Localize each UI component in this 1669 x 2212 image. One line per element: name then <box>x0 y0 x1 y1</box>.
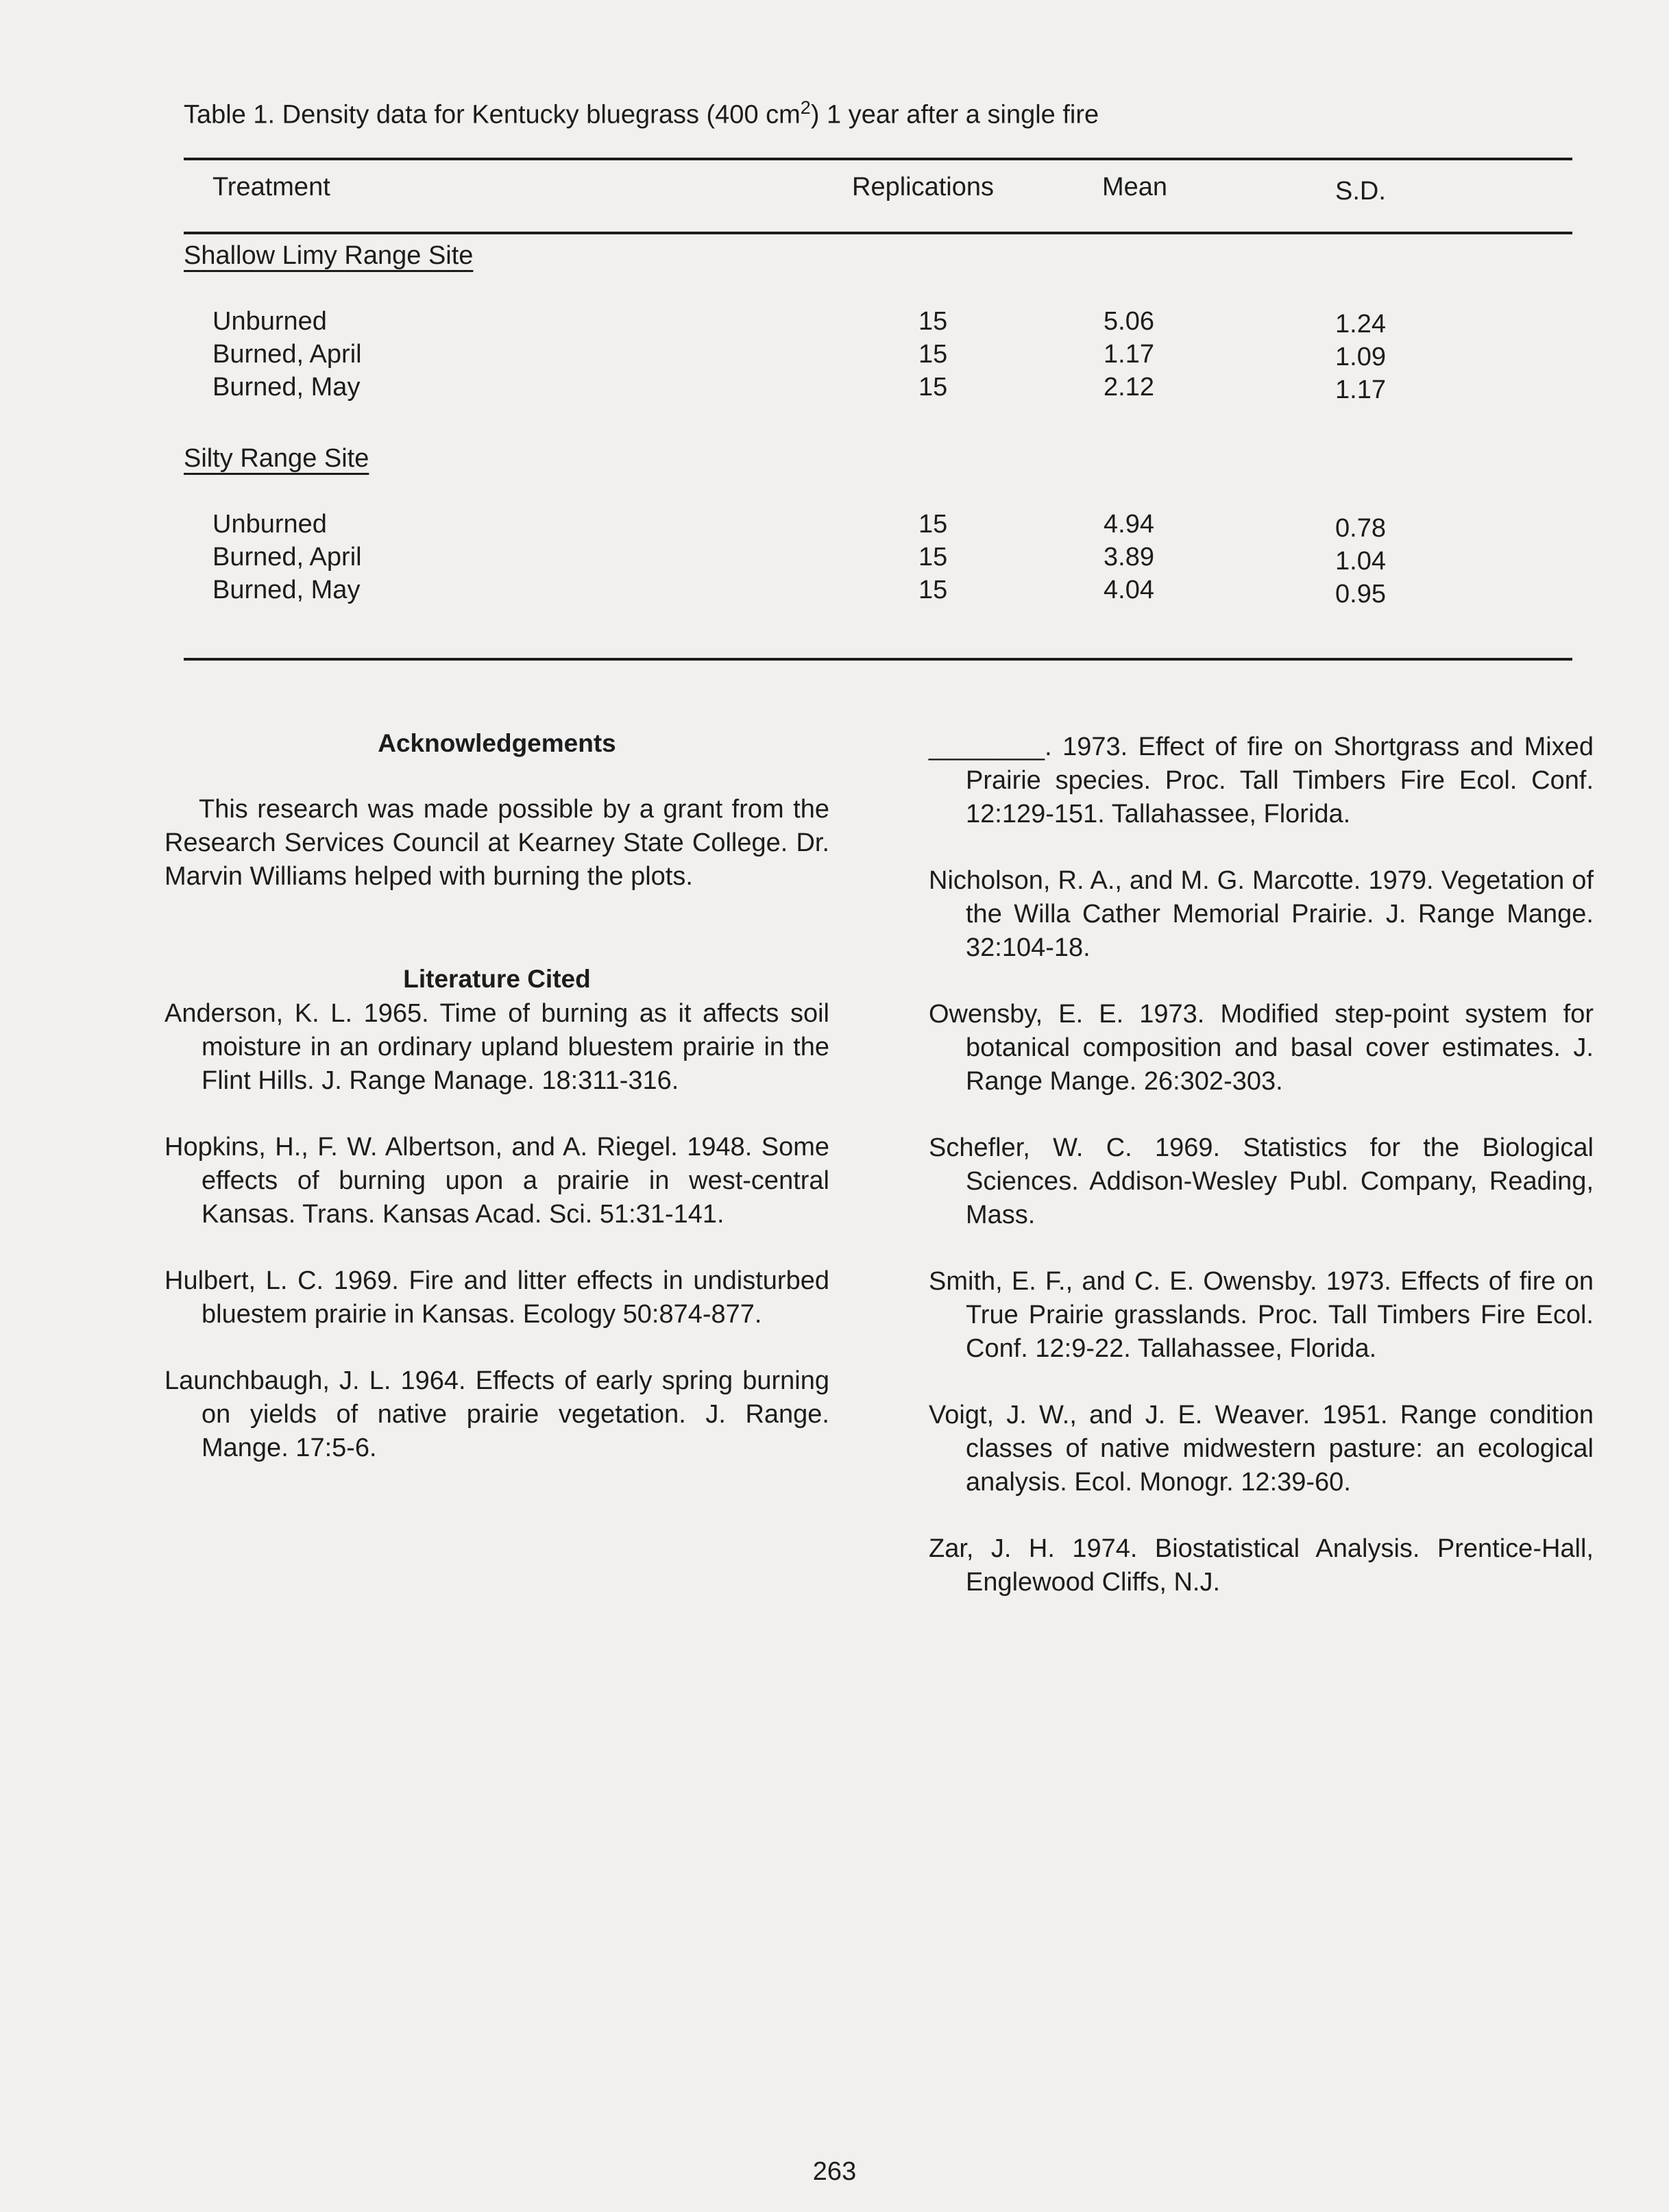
reference-entry: Smith, E. F., and C. E. Owensby. 1973. Effects of fire on True Prairie grasslands. Proc. Tall Timbers Fire Ecol. Conf. 12:9-22. Tallahassee, Florida. <box>929 1267 1594 1363</box>
cell-replications: 15 <box>918 340 948 369</box>
cell-treatment: Burned, April <box>212 340 362 369</box>
header-replications: Replications <box>852 173 994 201</box>
table-top-rule <box>184 158 1572 160</box>
table-row <box>0 510 1669 544</box>
reference-entry: Launchbaugh, J. L. 1964. Effects of early spring burning on yields of native prairie vegetation. J. Range. Mange. 17:5-6. <box>165 1366 829 1462</box>
cell-treatment: Burned, May <box>212 373 361 402</box>
cell-sd: 1.09 <box>1335 343 1386 371</box>
cell-treatment: Unburned <box>212 510 327 539</box>
page-number: 263 <box>812 2157 857 2186</box>
cell-replications: 15 <box>918 307 948 336</box>
reference-entry: Owensby, E. E. 1973. Modified step-point system for botanical composition and basal cover estimates. J. Range Mange. 26:302-303. <box>929 1000 1594 1096</box>
table-row <box>0 373 1669 407</box>
caption-prefix: Table 1. Density data for Kentucky bluegrass (400 cm <box>184 100 801 130</box>
cell-sd: 1.04 <box>1335 547 1386 576</box>
cell-treatment: Unburned <box>212 307 327 336</box>
cell-replications: 15 <box>918 373 948 402</box>
header-sd: S.D. <box>1335 177 1386 206</box>
table-row <box>0 576 1669 610</box>
cell-mean: 1.17 <box>1104 340 1154 369</box>
reference-entry: Voigt, J. W., and J. E. Weaver. 1951. Range condition classes of native midwestern pasture: an ecological analysis. Ecol. Monogr. 12:39-60. <box>929 1401 1594 1497</box>
cell-mean: 5.06 <box>1104 307 1154 336</box>
cell-mean: 2.12 <box>1104 373 1154 402</box>
cell-mean: 3.89 <box>1104 543 1154 572</box>
cell-sd: 0.78 <box>1335 514 1386 543</box>
acknowledgements-heading: Acknowledgements <box>378 729 616 757</box>
section-label-silty: Silty Range Site <box>184 444 369 473</box>
header-treatment: Treatment <box>212 173 330 201</box>
reference-entry: Schefler, W. C. 1969. Statistics for the Biological Sciences. Addison-Wesley Publ. Company, Reading, Mass. <box>929 1133 1594 1229</box>
cell-sd: 0.95 <box>1335 580 1386 609</box>
table-row <box>0 543 1669 577</box>
table-row <box>0 307 1669 341</box>
table-caption <box>184 97 1099 130</box>
reference-entry: Hulbert, L. C. 1969. Fire and litter effects in undisturbed bluestem prairie in Kansas. Ecology 50:874-877. <box>165 1266 829 1329</box>
table-row <box>0 340 1669 374</box>
table-header-rule <box>184 232 1572 234</box>
caption-suffix: ) 1 year after a single fire <box>810 100 1099 130</box>
right-column <box>929 730 1594 1599</box>
left-column <box>165 726 829 1465</box>
header-mean: Mean <box>1102 173 1168 201</box>
cell-sd: 1.17 <box>1335 376 1386 404</box>
table-bottom-rule <box>184 658 1572 661</box>
reference-entry: ________. 1973. Effect of fire on Shortgrass and Mixed Prairie species. Proc. Tall Timbers Fire Ecol. Conf. 12:129-151. Tallahassee, Florida. <box>929 733 1594 828</box>
cell-mean: 4.94 <box>1104 510 1154 539</box>
section-label-shallow-limy: Shallow Limy Range Site <box>184 241 474 270</box>
cell-mean: 4.04 <box>1104 576 1154 604</box>
reference-entry: Hopkins, H., F. W. Albertson, and A. Riegel. 1948. Some effects of burning upon a prairie in west-central Kansas. Trans. Kansas Acad. Sci. 51:31-141. <box>165 1133 829 1229</box>
cell-replications: 15 <box>918 543 948 572</box>
cell-treatment: Burned, April <box>212 543 362 572</box>
cell-sd: 1.24 <box>1335 310 1386 339</box>
acknowledgements-text: This research was made possible by a grant from the Research Services Council at Kearney State College. Dr. Marvin Williams helped with burning the plots. <box>165 795 829 891</box>
literature-cited-heading: Literature Cited <box>403 965 591 993</box>
cell-replications: 15 <box>918 510 948 539</box>
reference-entry: Zar, J. H. 1974. Biostatistical Analysis. Prentice-Hall, Englewood Cliffs, N.J. <box>929 1534 1594 1597</box>
cell-replications: 15 <box>918 576 948 604</box>
reference-entry: Nicholson, R. A., and M. G. Marcotte. 1979. Vegetation of the Willa Cather Memorial Prairie. J. Range Mange. 32:104-18. <box>929 866 1594 962</box>
cell-treatment: Burned, May <box>212 576 361 604</box>
reference-entry: Anderson, K. L. 1965. Time of burning as it affects soil moisture in an ordinary upland bluestem prairie in the Flint Hills. J. Range Manage. 18:311-316. <box>165 999 829 1095</box>
caption-superscript: 2 <box>800 97 811 118</box>
